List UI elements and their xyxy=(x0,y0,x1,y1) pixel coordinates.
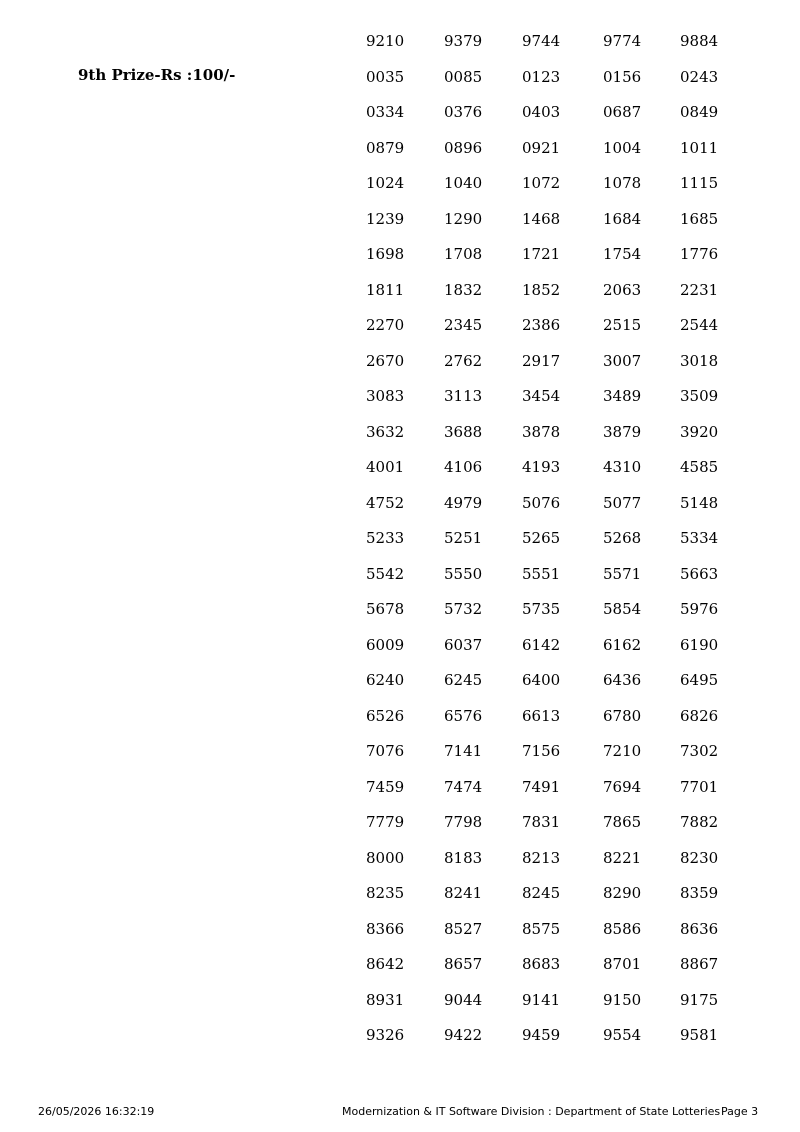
number-row xyxy=(0,456,800,478)
number-row xyxy=(0,279,800,301)
winning-number: 4979 xyxy=(444,494,483,512)
number-row xyxy=(0,705,800,727)
winning-number: 4193 xyxy=(522,458,561,476)
winning-number: 0156 xyxy=(603,68,642,86)
winning-number: 2345 xyxy=(444,316,483,334)
winning-number: 3920 xyxy=(680,423,719,441)
winning-number: 8213 xyxy=(522,849,561,867)
winning-number: 0123 xyxy=(522,68,561,86)
winning-number: 8867 xyxy=(680,955,719,973)
winning-number: 1290 xyxy=(444,210,483,228)
winning-number: 7474 xyxy=(444,778,483,796)
winning-number: 3688 xyxy=(444,423,483,441)
winning-number: 7491 xyxy=(522,778,561,796)
winning-number: 6400 xyxy=(522,671,561,689)
winning-number: 0085 xyxy=(444,68,483,86)
number-row xyxy=(0,847,800,869)
winning-number: 8642 xyxy=(366,955,405,973)
winning-number: 8359 xyxy=(680,884,719,902)
winning-number: 3632 xyxy=(366,423,405,441)
winning-number: 6613 xyxy=(522,707,561,725)
winning-number: 5542 xyxy=(366,565,405,583)
winning-number: 9744 xyxy=(522,32,561,50)
winning-number: 1468 xyxy=(522,210,561,228)
winning-number: 9326 xyxy=(366,1026,405,1044)
number-row xyxy=(0,492,800,514)
winning-number: 3454 xyxy=(522,387,561,405)
winning-number: 9141 xyxy=(522,991,561,1009)
winning-number: 3489 xyxy=(603,387,642,405)
winning-number: 6245 xyxy=(444,671,483,689)
winning-number: 1024 xyxy=(366,174,405,192)
winning-number: 6190 xyxy=(680,636,719,654)
winning-number: 5148 xyxy=(680,494,719,512)
winning-number: 7141 xyxy=(444,742,483,760)
winning-number: 3083 xyxy=(366,387,405,405)
number-row xyxy=(0,634,800,656)
winning-number: 1239 xyxy=(366,210,405,228)
winning-number: 0035 xyxy=(366,68,405,86)
winning-number: 0334 xyxy=(366,103,405,121)
winning-number: 9459 xyxy=(522,1026,561,1044)
number-row xyxy=(0,350,800,372)
winning-number: 6240 xyxy=(366,671,405,689)
winning-number: 2231 xyxy=(680,281,719,299)
number-row xyxy=(0,172,800,194)
winning-number: 2515 xyxy=(603,316,642,334)
winning-number: 9210 xyxy=(366,32,405,50)
winning-number: 9175 xyxy=(680,991,719,1009)
winning-number: 0849 xyxy=(680,103,719,121)
winning-number: 7779 xyxy=(366,813,405,831)
winning-number: 1684 xyxy=(603,210,642,228)
winning-number: 2544 xyxy=(680,316,719,334)
winning-number: 4106 xyxy=(444,458,483,476)
winning-number: 2063 xyxy=(603,281,642,299)
number-row xyxy=(0,598,800,620)
winning-number: 5550 xyxy=(444,565,483,583)
winning-number: 8527 xyxy=(444,920,483,938)
winning-number: 8366 xyxy=(366,920,405,938)
winning-number: 7302 xyxy=(680,742,719,760)
winning-number: 5735 xyxy=(522,600,561,618)
winning-number: 8657 xyxy=(444,955,483,973)
winning-number: 1040 xyxy=(444,174,483,192)
winning-number: 8221 xyxy=(603,849,642,867)
winning-number: 1698 xyxy=(366,245,405,263)
winning-number: 2762 xyxy=(444,352,483,370)
winning-number: 4310 xyxy=(603,458,642,476)
number-row xyxy=(0,421,800,443)
winning-number: 9150 xyxy=(603,991,642,1009)
number-row xyxy=(0,137,800,159)
winning-number: 4752 xyxy=(366,494,405,512)
winning-number: 2386 xyxy=(522,316,561,334)
winning-number: 0243 xyxy=(680,68,719,86)
winning-number: 7882 xyxy=(680,813,719,831)
winning-number: 8000 xyxy=(366,849,405,867)
winning-number: 8701 xyxy=(603,955,642,973)
winning-number: 8931 xyxy=(366,991,405,1009)
number-row xyxy=(0,1024,800,1046)
footer-division: Modernization & IT Software Division : Department of State Lotteries xyxy=(342,1105,721,1118)
winning-number: 1708 xyxy=(444,245,483,263)
winning-number: 5334 xyxy=(680,529,719,547)
winning-number: 7156 xyxy=(522,742,561,760)
winning-number: 5077 xyxy=(603,494,642,512)
winning-number: 8245 xyxy=(522,884,561,902)
winning-number: 1011 xyxy=(680,139,719,157)
winning-number: 6780 xyxy=(603,707,642,725)
winning-number: 5076 xyxy=(522,494,561,512)
winning-number: 5854 xyxy=(603,600,642,618)
winning-number: 7798 xyxy=(444,813,483,831)
winning-number: 7694 xyxy=(603,778,642,796)
winning-number: 7865 xyxy=(603,813,642,831)
winning-number: 8241 xyxy=(444,884,483,902)
winning-number: 3878 xyxy=(522,423,561,441)
winning-number: 1776 xyxy=(680,245,719,263)
winning-number: 5265 xyxy=(522,529,561,547)
winning-number: 0921 xyxy=(522,139,561,157)
winning-number: 5976 xyxy=(680,600,719,618)
number-row xyxy=(0,66,800,88)
winning-number: 9884 xyxy=(680,32,719,50)
number-row xyxy=(0,30,800,52)
winning-number: 9554 xyxy=(603,1026,642,1044)
number-row xyxy=(0,101,800,123)
winning-number: 5251 xyxy=(444,529,483,547)
winning-number: 8290 xyxy=(603,884,642,902)
number-row xyxy=(0,314,800,336)
number-row xyxy=(0,811,800,833)
number-row xyxy=(0,918,800,940)
winning-number: 8183 xyxy=(444,849,483,867)
footer-timestamp: 26/05/2026 16:32:19 xyxy=(38,1105,155,1118)
number-row xyxy=(0,563,800,585)
winning-number: 1115 xyxy=(680,174,719,192)
winning-number: 5233 xyxy=(366,529,405,547)
number-row xyxy=(0,776,800,798)
winning-number: 7831 xyxy=(522,813,561,831)
winning-number: 6436 xyxy=(603,671,642,689)
winning-number: 1078 xyxy=(603,174,642,192)
winning-number: 3879 xyxy=(603,423,642,441)
winning-number: 7701 xyxy=(680,778,719,796)
winning-number: 0376 xyxy=(444,103,483,121)
winning-number: 6037 xyxy=(444,636,483,654)
winning-number: 8683 xyxy=(522,955,561,973)
winning-number: 0403 xyxy=(522,103,561,121)
winning-number: 9379 xyxy=(444,32,483,50)
winning-number: 3509 xyxy=(680,387,719,405)
number-row xyxy=(0,669,800,691)
winning-number: 7459 xyxy=(366,778,405,796)
winning-number: 5678 xyxy=(366,600,405,618)
number-row xyxy=(0,882,800,904)
footer-page-number: Page 3 xyxy=(721,1105,759,1118)
winning-number: 9044 xyxy=(444,991,483,1009)
winning-number: 9774 xyxy=(603,32,642,50)
winning-number: 0687 xyxy=(603,103,642,121)
prize-label: 9th Prize-Rs :100/- xyxy=(78,66,236,84)
winning-number: 1754 xyxy=(603,245,642,263)
winning-number: 1072 xyxy=(522,174,561,192)
winning-number: 0879 xyxy=(366,139,405,157)
number-row xyxy=(0,953,800,975)
winning-number: 1832 xyxy=(444,281,483,299)
number-row xyxy=(0,989,800,1011)
winning-number: 1721 xyxy=(522,245,561,263)
winning-number: 1004 xyxy=(603,139,642,157)
number-row xyxy=(0,740,800,762)
winning-number: 1685 xyxy=(680,210,719,228)
winning-number: 5268 xyxy=(603,529,642,547)
winning-number: 3113 xyxy=(444,387,483,405)
winning-number: 6576 xyxy=(444,707,483,725)
winning-number: 3007 xyxy=(603,352,642,370)
winning-number: 9422 xyxy=(444,1026,483,1044)
winning-number: 6162 xyxy=(603,636,642,654)
number-row xyxy=(0,527,800,549)
winning-number: 8636 xyxy=(680,920,719,938)
winning-number: 7210 xyxy=(603,742,642,760)
winning-number: 6142 xyxy=(522,636,561,654)
winning-number: 6495 xyxy=(680,671,719,689)
winning-number: 1811 xyxy=(366,281,405,299)
winning-number: 5663 xyxy=(680,565,719,583)
winning-number: 5732 xyxy=(444,600,483,618)
winning-number: 1852 xyxy=(522,281,561,299)
winning-number: 6526 xyxy=(366,707,405,725)
winning-number: 3018 xyxy=(680,352,719,370)
winning-number: 5571 xyxy=(603,565,642,583)
winning-number: 6009 xyxy=(366,636,405,654)
winning-number: 9581 xyxy=(680,1026,719,1044)
winning-number: 6826 xyxy=(680,707,719,725)
number-row xyxy=(0,385,800,407)
number-row xyxy=(0,243,800,265)
winning-number: 4001 xyxy=(366,458,405,476)
winning-number: 0896 xyxy=(444,139,483,157)
winning-number: 2917 xyxy=(522,352,561,370)
winning-number: 8235 xyxy=(366,884,405,902)
winning-number: 2270 xyxy=(366,316,405,334)
winning-number: 5551 xyxy=(522,565,561,583)
winning-number: 7076 xyxy=(366,742,405,760)
winning-number: 8586 xyxy=(603,920,642,938)
winning-number: 2670 xyxy=(366,352,405,370)
winning-number: 8575 xyxy=(522,920,561,938)
winning-number: 4585 xyxy=(680,458,719,476)
winning-number: 8230 xyxy=(680,849,719,867)
number-row xyxy=(0,208,800,230)
